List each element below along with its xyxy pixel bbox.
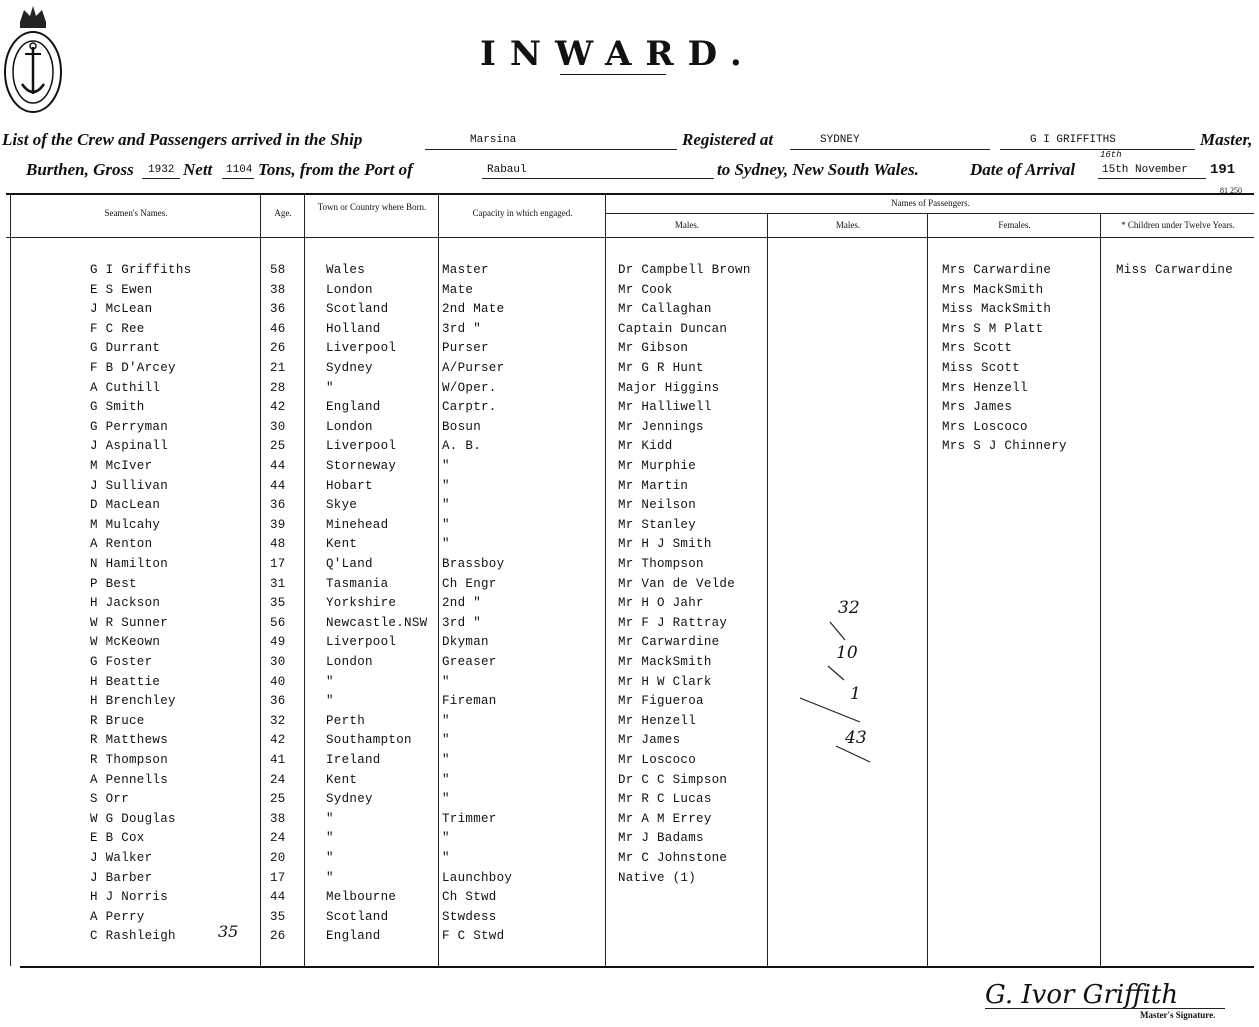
passenger-male: Mr Loscoco (618, 753, 697, 767)
arrival-label: Date of Arrival (970, 160, 1076, 179)
crew-age: 24 (270, 831, 286, 845)
crew-birthplace: Storneway (326, 459, 397, 473)
ship-underline (425, 149, 677, 150)
passenger-male: Mr Figueroa (618, 694, 704, 708)
tons-label: Tons, from the Port of (258, 160, 413, 179)
crew-name: J Sullivan (90, 479, 169, 493)
crew-name: H Jackson (90, 596, 161, 610)
crew-capacity: Brassboy (442, 557, 505, 571)
passenger-male: Mr Jennings (618, 420, 704, 434)
master-signature: G. Ivor Griffith (985, 980, 1179, 1010)
passenger-male: Mr Stanley (618, 518, 697, 532)
crew-capacity: Dkyman (442, 635, 489, 649)
crew-birthplace: London (326, 655, 373, 669)
crew-capacity: 2nd " (442, 596, 482, 610)
crew-name: F C Ree (90, 322, 145, 336)
crew-name: A Pennells (90, 773, 169, 787)
crew-name: R Bruce (90, 714, 145, 728)
title-underline (560, 74, 666, 75)
crew-capacity: Purser (442, 341, 489, 355)
crew-capacity: " (442, 675, 450, 689)
crew-name: D MacLean (90, 498, 161, 512)
header-females: Females. (998, 220, 1031, 230)
crew-birthplace: Southampton (326, 733, 412, 747)
crew-birthplace: Scotland (326, 910, 389, 924)
crew-name: G Foster (90, 655, 153, 669)
crew-name: M McIver (90, 459, 153, 473)
crew-age: 44 (270, 459, 286, 473)
crew-age: 20 (270, 851, 286, 865)
crew-capacity: " (442, 792, 450, 806)
crew-capacity: F C Stwd (442, 929, 505, 943)
passenger-female: Miss Scott (942, 361, 1021, 375)
crew-name: J Walker (90, 851, 153, 865)
crew-capacity: W/Oper. (442, 381, 497, 395)
crew-name: R Thompson (90, 753, 169, 767)
crew-birthplace: Hobart (326, 479, 373, 493)
crew-age: 32 (270, 714, 286, 728)
passenger-female: Mrs MackSmith (942, 283, 1044, 297)
crew-birthplace: Ireland (326, 753, 381, 767)
arrival-underline (1098, 178, 1206, 179)
crew-birthplace: Minehead (326, 518, 389, 532)
shipping-master-seal (2, 2, 64, 114)
passenger-male: Mr Gibson (618, 341, 689, 355)
crew-birthplace: Sydney (326, 361, 373, 375)
passenger-female: Miss MackSmith (942, 302, 1052, 316)
crew-capacity: Stwdess (442, 910, 497, 924)
crew-age: 40 (270, 675, 286, 689)
crew-name: F B D'Arcey (90, 361, 176, 375)
destination-label: to Sydney, New South Wales. (717, 160, 919, 179)
crew-age: 39 (270, 518, 286, 532)
crew-birthplace: " (326, 694, 334, 708)
crew-birthplace: Liverpool (326, 635, 397, 649)
crew-birthplace: Yorkshire (326, 596, 397, 610)
crew-age: 44 (270, 890, 286, 904)
passenger-male: Mr F J Rattray (618, 616, 728, 630)
crew-age: 42 (270, 733, 286, 747)
ship-name: Marsina (470, 134, 517, 146)
crew-age: 38 (270, 283, 286, 297)
tally-children: 1 (850, 684, 861, 704)
passenger-female: Mrs James (942, 400, 1013, 414)
registered-underline (790, 149, 990, 150)
crew-age: 31 (270, 577, 286, 591)
registered-port: SYDNEY (820, 134, 860, 146)
passenger-male: Major Higgins (618, 381, 720, 395)
master-name: G I GRIFFITHS (1030, 134, 1116, 146)
passenger-child: Miss Carwardine (1116, 263, 1234, 277)
signature-label: Master's Signature. (1140, 1010, 1216, 1020)
crew-birthplace: Kent (326, 773, 358, 787)
crew-birthplace: " (326, 871, 334, 885)
passenger-female: Mrs Carwardine (942, 263, 1052, 277)
tally-females: 10 (836, 643, 858, 663)
passenger-male: Mr Callaghan (618, 302, 712, 316)
tally-males: 32 (838, 598, 860, 618)
col-line-1 (260, 193, 261, 966)
crew-capacity: A/Purser (442, 361, 505, 375)
crew-capacity: Master (442, 263, 489, 277)
crew-name: W McKeown (90, 635, 161, 649)
page-title: INWARD. (480, 34, 756, 74)
crew-age: 49 (270, 635, 286, 649)
crew-age: 17 (270, 557, 286, 571)
crew-capacity: Launchboy (442, 871, 513, 885)
crew-age: 56 (270, 616, 286, 630)
crew-age: 25 (270, 792, 286, 806)
crew-name: H J Norris (90, 890, 169, 904)
passenger-male: Mr Carwardine (618, 635, 720, 649)
crew-name: J McLean (90, 302, 153, 316)
header-males-2: Males. (835, 220, 861, 230)
crew-birthplace: Wales (326, 263, 366, 277)
header-born: Town or Country where Born. (317, 202, 427, 212)
crew-age: 28 (270, 381, 286, 395)
master-label: Master, (1200, 130, 1253, 149)
arrival-year: 191 (1210, 162, 1236, 178)
crew-birthplace: " (326, 675, 334, 689)
crew-birthplace: London (326, 420, 373, 434)
tally-strokes (790, 600, 890, 770)
crew-age: 58 (270, 263, 286, 277)
master-underline (1000, 149, 1195, 150)
crew-birthplace: England (326, 929, 381, 943)
crew-age: 36 (270, 302, 286, 316)
crew-age: 26 (270, 341, 286, 355)
passenger-male: Mr Thompson (618, 557, 704, 571)
col-line-4 (605, 193, 606, 966)
crew-name: G Smith (90, 400, 145, 414)
crew-capacity: 3rd " (442, 616, 482, 630)
passenger-male: Mr H J Smith (618, 537, 712, 551)
header-children: * Children under Twelve Years. (1121, 220, 1235, 230)
crew-birthplace: Melbourne (326, 890, 397, 904)
crew-age: 44 (270, 479, 286, 493)
margin-note: 35 (218, 922, 239, 941)
crew-birthplace: Newcastle.NSW (326, 616, 428, 630)
crew-age: 26 (270, 929, 286, 943)
arrival-correction: 16th (1100, 150, 1122, 160)
header-males-1: Males. (674, 220, 700, 230)
crew-age: 42 (270, 400, 286, 414)
crew-capacity: " (442, 479, 450, 493)
crew-name: W G Douglas (90, 812, 176, 826)
crew-age: 41 (270, 753, 286, 767)
crew-capacity: " (442, 498, 450, 512)
nett-label: Nett (183, 160, 213, 179)
passenger-female: Mrs Loscoco (942, 420, 1028, 434)
passenger-female: Mrs S J Chinnery (942, 439, 1067, 453)
crew-capacity: " (442, 851, 450, 865)
crew-birthplace: Skye (326, 498, 358, 512)
passenger-male: Mr H O Jahr (618, 596, 704, 610)
crew-name: P Best (90, 577, 137, 591)
crew-age: 17 (270, 871, 286, 885)
crew-age: 21 (270, 361, 286, 375)
table-top-rule (6, 193, 1254, 195)
passenger-male: Mr Kidd (618, 439, 673, 453)
gross-tons: 1932 (148, 164, 175, 176)
passenger-header-rule (605, 213, 1254, 214)
crew-capacity: Ch Engr (442, 577, 497, 591)
crew-age: 46 (270, 322, 286, 336)
crew-capacity: A. B. (442, 439, 482, 453)
col-line-2 (304, 193, 305, 966)
crew-age: 36 (270, 498, 286, 512)
crew-name: H Beattie (90, 675, 161, 689)
passenger-male: Mr R C Lucas (618, 792, 712, 806)
passenger-male: Mr James (618, 733, 681, 747)
passenger-male: Dr Campbell Brown (618, 263, 751, 277)
passenger-female: Mrs Scott (942, 341, 1013, 355)
crew-birthplace: " (326, 831, 334, 845)
crew-name: G I Griffiths (90, 263, 192, 277)
crew-age: 35 (270, 910, 286, 924)
crew-birthplace: Sydney (326, 792, 373, 806)
crew-capacity: Trimmer (442, 812, 497, 826)
passenger-male: Mr Van de Velde (618, 577, 736, 591)
crew-capacity: " (442, 773, 450, 787)
table-bottom-rule (20, 966, 1254, 968)
crew-capacity: Mate (442, 283, 474, 297)
crew-capacity: Greaser (442, 655, 497, 669)
from-port: Rabaul (487, 164, 527, 176)
port-underline (482, 178, 714, 179)
crew-name: J Aspinall (90, 439, 169, 453)
crew-name: A Renton (90, 537, 153, 551)
crew-name: A Perry (90, 910, 145, 924)
crew-age: 48 (270, 537, 286, 551)
passenger-male: Mr Martin (618, 479, 689, 493)
crew-birthplace: " (326, 812, 334, 826)
crew-birthplace: " (326, 381, 334, 395)
crew-age: 24 (270, 773, 286, 787)
signature-underline (985, 1008, 1225, 1009)
passenger-female: Mrs Henzell (942, 381, 1028, 395)
form-code: 81 250 (1220, 186, 1242, 195)
crew-name: W R Sunner (90, 616, 169, 630)
crew-name: S Orr (90, 792, 130, 806)
crew-birthplace: Kent (326, 537, 358, 551)
crew-age: 30 (270, 655, 286, 669)
crew-name: J Barber (90, 871, 153, 885)
header-capacity: Capacity in which engaged. (472, 208, 573, 218)
header-age: Age. (274, 208, 292, 218)
crew-birthplace: Scotland (326, 302, 389, 316)
burthen-label: Burthen, Gross (26, 160, 134, 179)
crew-age: 25 (270, 439, 286, 453)
crew-capacity: 2nd Mate (442, 302, 505, 316)
crew-birthplace: Perth (326, 714, 366, 728)
crew-capacity: Ch Stwd (442, 890, 497, 904)
header-seamen: Seamen's Names. (104, 208, 168, 218)
col-line-6 (927, 213, 928, 966)
crew-name: E S Ewen (90, 283, 153, 297)
col-line-7 (1100, 213, 1101, 966)
nett-underline (222, 178, 254, 179)
gross-underline (142, 178, 180, 179)
crew-birthplace: Holland (326, 322, 381, 336)
crew-name: M Mulcahy (90, 518, 161, 532)
passenger-male: Mr C Johnstone (618, 851, 728, 865)
crew-name: G Perryman (90, 420, 169, 434)
crew-capacity: " (442, 714, 450, 728)
crew-birthplace: " (326, 851, 334, 865)
crew-name: A Cuthill (90, 381, 161, 395)
passenger-male: Mr G R Hunt (618, 361, 704, 375)
crew-name: N Hamilton (90, 557, 169, 571)
crew-birthplace: London (326, 283, 373, 297)
crew-capacity: Bosun (442, 420, 482, 434)
passenger-male: Mr Halliwell (618, 400, 712, 414)
passenger-female: Mrs S M Platt (942, 322, 1044, 336)
crew-name: G Durrant (90, 341, 161, 355)
crew-capacity: " (442, 753, 450, 767)
crew-capacity: " (442, 831, 450, 845)
nett-tons: 1104 (226, 164, 253, 176)
crew-age: 30 (270, 420, 286, 434)
crew-age: 35 (270, 596, 286, 610)
header-passengers: Names of Passengers. (891, 198, 970, 208)
passenger-male: Mr H W Clark (618, 675, 712, 689)
crew-birthplace: Liverpool (326, 341, 397, 355)
passenger-male: Mr Murphie (618, 459, 697, 473)
passenger-male: Mr MackSmith (618, 655, 712, 669)
passenger-male: Captain Duncan (618, 322, 728, 336)
crew-capacity: " (442, 459, 450, 473)
crew-capacity: " (442, 518, 450, 532)
crew-name: H Brenchley (90, 694, 176, 708)
passenger-male: Native (1) (618, 871, 697, 885)
crew-birthplace: Q'Land (326, 557, 373, 571)
crew-capacity: Carptr. (442, 400, 497, 414)
registered-label: Registered at (682, 130, 774, 149)
arrival-date: 15th November (1102, 164, 1188, 176)
crew-birthplace: Tasmania (326, 577, 389, 591)
header-rule (6, 237, 1254, 238)
crew-name: E B Cox (90, 831, 145, 845)
crew-birthplace: Liverpool (326, 439, 397, 453)
passenger-male: Dr C C Simpson (618, 773, 728, 787)
crew-capacity: Fireman (442, 694, 497, 708)
passenger-male: Mr A M Errey (618, 812, 712, 826)
crew-capacity: " (442, 733, 450, 747)
passenger-male: Mr Cook (618, 283, 673, 297)
passenger-male: Mr J Badams (618, 831, 704, 845)
col-line-0 (10, 193, 11, 966)
crew-name: C Rashleigh (90, 929, 176, 943)
passenger-male: Mr Henzell (618, 714, 697, 728)
col-line-3 (438, 193, 439, 966)
crew-name: R Matthews (90, 733, 169, 747)
crew-birthplace: England (326, 400, 381, 414)
crew-capacity: 3rd " (442, 322, 482, 336)
crew-age: 36 (270, 694, 286, 708)
crew-age: 38 (270, 812, 286, 826)
col-line-5 (767, 213, 768, 966)
line1-label: List of the Crew and Passengers arrived in the Ship (2, 130, 363, 149)
tally-total: 43 (845, 728, 867, 748)
crew-capacity: " (442, 537, 450, 551)
passenger-male: Mr Neilson (618, 498, 697, 512)
